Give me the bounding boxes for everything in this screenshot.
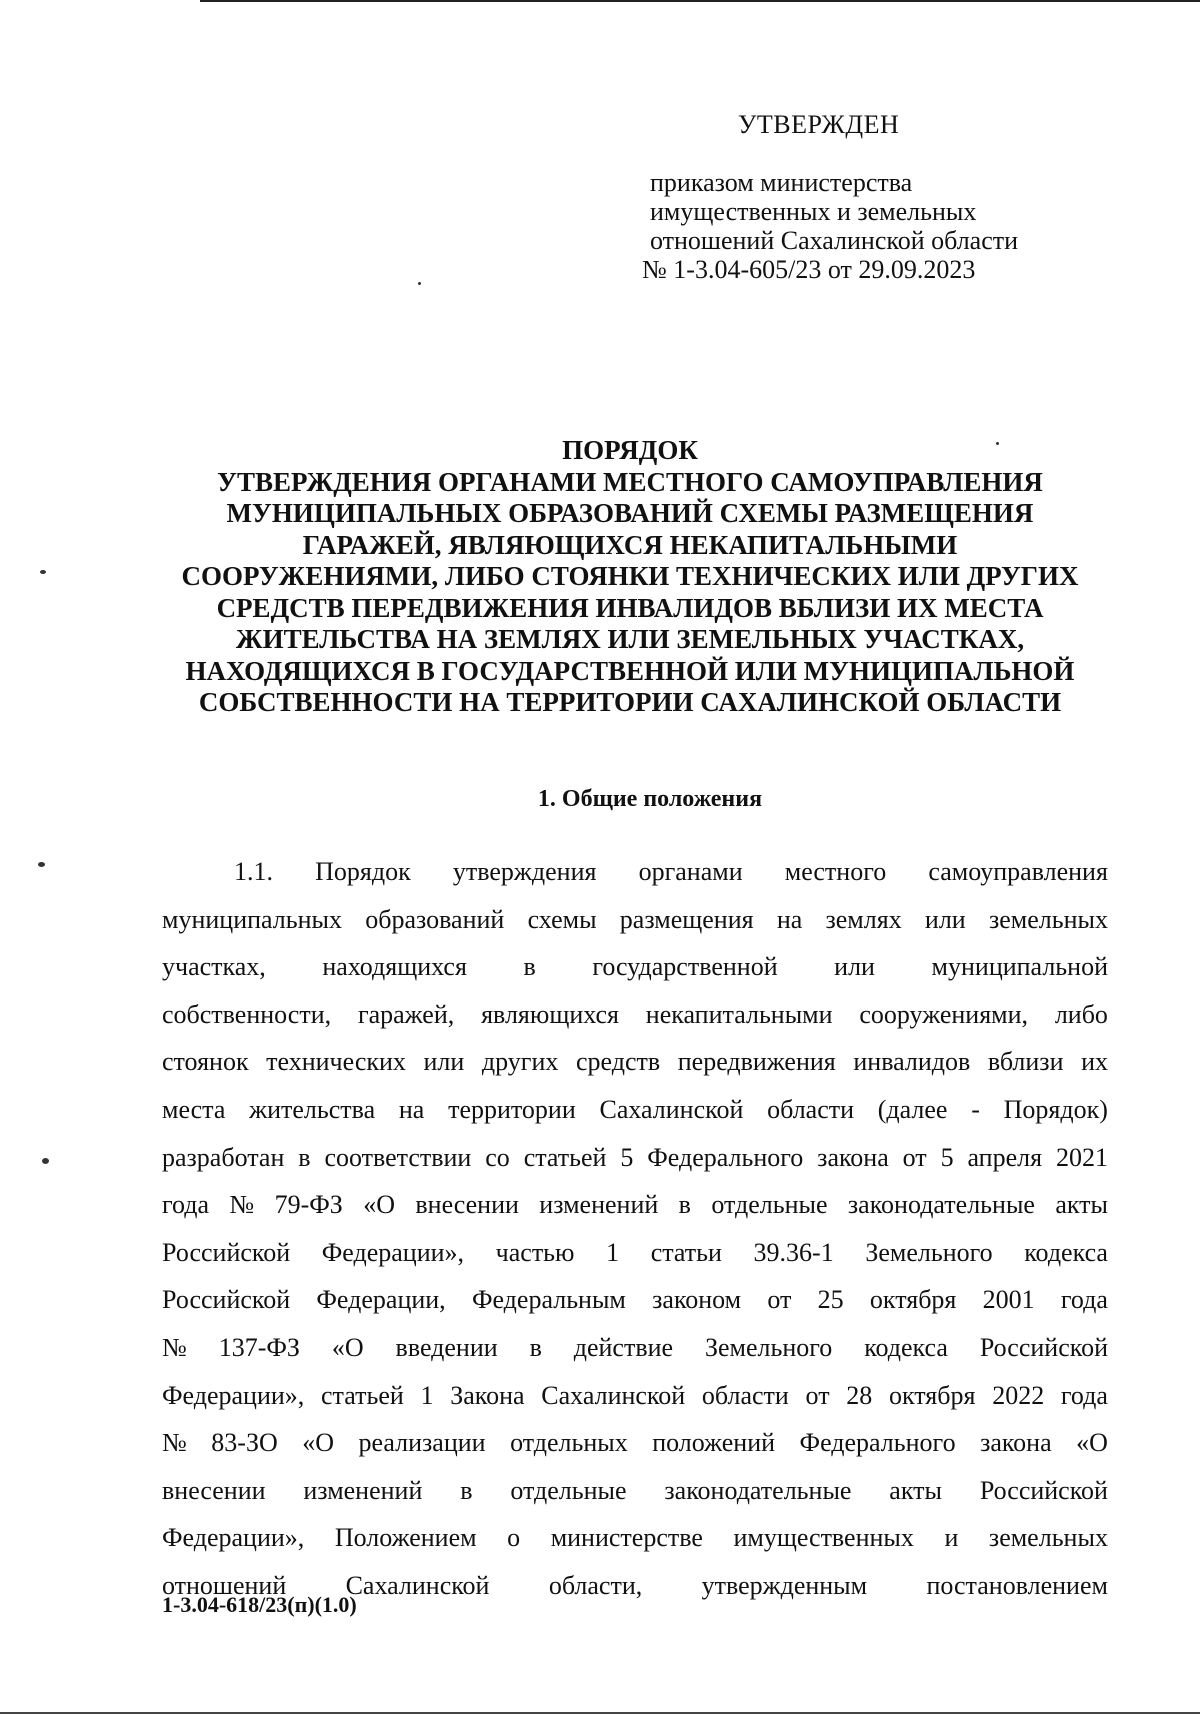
body-word: 83-ЗО	[211, 1428, 278, 1458]
body-word: имущественных	[733, 1523, 914, 1553]
body-word: соответствии	[324, 1142, 472, 1172]
body-word: октября	[889, 1380, 976, 1410]
body-word: министерстве	[550, 1523, 703, 1553]
body-text-line	[162, 991, 1108, 1039]
body-word: 2001	[982, 1285, 1035, 1315]
scan-speck	[42, 1158, 49, 1164]
body-word: внесении	[162, 1475, 266, 1505]
body-word: №	[162, 1332, 187, 1362]
body-word: органами	[638, 857, 743, 886]
body-word: инвалидов	[853, 1047, 971, 1077]
document-title	[150, 435, 1110, 719]
body-word: и	[944, 1523, 959, 1553]
body-text-line	[162, 1229, 1108, 1277]
body-word: Федерации,	[316, 1285, 446, 1315]
body-word: технических	[266, 1047, 406, 1077]
scan-speck	[418, 282, 421, 285]
body-word: Федерации»,	[162, 1523, 305, 1553]
body-word: области,	[548, 1570, 643, 1600]
body-text-line	[162, 1181, 1108, 1229]
body-word: места	[162, 1094, 226, 1124]
body-word: законодательные	[664, 1475, 852, 1505]
body-word: Земельного	[865, 1237, 993, 1267]
body-word: собственности,	[162, 999, 332, 1029]
body-word: частью	[495, 1237, 575, 1267]
body-word: (далее	[877, 1094, 948, 1124]
body-word: Федерального	[799, 1428, 956, 1458]
body-word: образований	[365, 904, 505, 934]
title-line: ПОРЯДОК	[562, 435, 698, 465]
body-word: года	[1060, 1380, 1108, 1410]
body-word: стоянок	[162, 1047, 249, 1077]
body-word: №	[229, 1190, 255, 1220]
body-text-line	[162, 943, 1108, 991]
approval-line-3: отношений Сахалинской области	[650, 226, 1019, 255]
body-text-line	[162, 1134, 1108, 1182]
body-word: некапитальными	[645, 999, 833, 1029]
body-text-line	[162, 1038, 1108, 1086]
body-word: территории	[448, 1094, 576, 1124]
body-word: Федерации»,	[162, 1380, 305, 1410]
body-word: в	[523, 952, 536, 982]
approval-line-2: имущественных и земельных	[650, 197, 977, 226]
body-text-line	[162, 1276, 1108, 1324]
body-word: Сахалинской	[345, 1570, 490, 1600]
body-word: на	[776, 904, 803, 934]
body-word: 1	[606, 1237, 620, 1267]
body-word: разработан	[162, 1142, 285, 1172]
body-word: закона	[980, 1428, 1052, 1458]
body-word: схемы	[527, 904, 597, 934]
body-word: года	[162, 1190, 210, 1220]
body-word: в	[529, 1332, 542, 1362]
body-word: 2021	[1055, 1142, 1108, 1172]
document-code: 1-3.04-618/23(п)(1.0)	[162, 1592, 357, 1617]
body-word: отношений	[162, 1570, 287, 1600]
body-word: 28	[846, 1380, 873, 1410]
body-word: законом	[652, 1285, 742, 1315]
body-word: утверждения	[452, 857, 597, 886]
body-word: местного	[784, 857, 887, 886]
body-word: 39.36-1	[753, 1237, 834, 1267]
body-word: жительства	[249, 1094, 376, 1124]
body-word: или	[924, 904, 966, 934]
title-line: ГАРАЖЕЙ, ЯВЛЯЮЩИХСЯ НЕКАПИТАЛЬНЫМИ	[302, 529, 958, 560]
approval-line-1: приказом министерства	[650, 168, 913, 197]
body-word: кодекса	[1024, 1237, 1108, 1267]
body-word: 5	[940, 1142, 954, 1172]
body-word: действие	[573, 1332, 674, 1362]
body-word: или	[834, 952, 875, 982]
body-word: вблизи	[987, 1047, 1064, 1077]
body-word: 2022	[992, 1380, 1045, 1410]
body-word: 25	[817, 1285, 844, 1315]
body-word: в	[298, 1142, 311, 1172]
body-word: муниципальных	[162, 904, 343, 934]
title-line: СРЕДСТВ ПЕРЕДВИЖЕНИЯ ИНВАЛИДОВ ВБЛИЗИ ИХ МЕСТА	[216, 592, 1044, 623]
title-line: СОБСТВЕННОСТИ НА ТЕРРИТОРИИ САХАЛИНСКОЙ ОБЛАСТИ	[198, 687, 1062, 717]
section-heading: 1. Общие положения	[537, 786, 763, 812]
body-text-line	[162, 1467, 1108, 1515]
body-word: статьей	[321, 1380, 404, 1410]
body-text-line	[162, 1419, 1108, 1467]
body-word: отдельных	[510, 1428, 628, 1458]
body-word: самоуправления	[928, 857, 1108, 886]
body-word: их	[1081, 1047, 1108, 1077]
body-word: от	[805, 1380, 830, 1410]
body-word: государственной	[592, 952, 778, 982]
body-word: Российской	[162, 1237, 291, 1267]
body-word: со	[485, 1142, 510, 1172]
body-word: Земельного	[704, 1332, 833, 1362]
body-word: передвижения	[677, 1047, 836, 1077]
scan-speck	[38, 862, 45, 867]
body-word: от	[767, 1285, 792, 1315]
body-text-line	[162, 1086, 1108, 1134]
body-word: статьи	[650, 1237, 722, 1267]
body-word: введении	[395, 1332, 498, 1362]
body-word: 79-ФЗ	[274, 1190, 343, 1220]
body-word: закона	[817, 1142, 889, 1172]
body-word: 1.1.	[234, 857, 273, 886]
body-word: Российской	[979, 1475, 1108, 1505]
body-word: года	[1060, 1285, 1108, 1315]
body-word: реализации	[358, 1428, 486, 1458]
body-word: Порядок	[315, 857, 411, 886]
body-word: Сахалинской	[599, 1094, 744, 1124]
body-word: «О	[363, 1190, 395, 1220]
paragraph-1-1	[162, 848, 1108, 1610]
body-word: апреля	[967, 1142, 1043, 1172]
body-word: Федеральным	[471, 1285, 626, 1315]
body-word: 5	[620, 1142, 634, 1172]
body-word: области	[701, 1380, 789, 1410]
body-text-line	[162, 848, 1108, 896]
body-text-line	[162, 1324, 1108, 1372]
body-word: постановлением	[926, 1570, 1108, 1600]
body-word: №	[162, 1428, 187, 1458]
body-word: «О	[1076, 1428, 1108, 1458]
body-word: Положением	[334, 1523, 477, 1553]
body-word: отдельные	[711, 1190, 828, 1220]
body-word: Российской	[979, 1332, 1108, 1362]
body-word: других	[481, 1047, 559, 1077]
title-line: СООРУЖЕНИЯМИ, ЛИБО СТОЯНКИ ТЕХНИЧЕСКИХ ИЛИ ДРУГИХ	[181, 561, 1079, 591]
title-line: УТВЕРЖДЕНИЯ ОРГАНАМИ МЕСТНОГО САМОУПРАВЛЕНИЯ	[217, 466, 1043, 497]
body-text-line	[162, 1372, 1108, 1420]
body-word: «О	[302, 1428, 335, 1458]
body-word: земельных	[988, 1523, 1108, 1553]
body-word: Сахалинской	[541, 1380, 686, 1410]
body-word: от	[902, 1142, 927, 1172]
title-line: НАХОДЯЩИХСЯ В ГОСУДАРСТВЕННОЙ ИЛИ МУНИЦИПАЛЬНОЙ	[185, 655, 1075, 686]
body-text-line	[162, 896, 1108, 944]
body-word: Закона	[450, 1380, 525, 1410]
body-word: внесении	[415, 1190, 519, 1220]
body-word: муниципальной	[931, 952, 1108, 982]
body-word: в	[460, 1475, 473, 1505]
approved-heading: УТВЕРЖДЕН	[738, 110, 900, 139]
body-word: размещения	[619, 904, 754, 934]
scan-speck	[996, 442, 999, 445]
title-line: МУНИЦИПАЛЬНЫХ ОБРАЗОВАНИЙ СХЕМЫ РАЗМЕЩЕНИЯ	[226, 498, 1034, 528]
body-word: Порядок)	[1003, 1094, 1108, 1124]
body-word: гаражей,	[357, 999, 455, 1029]
body-word: являющихся	[481, 999, 619, 1029]
body-word: сооружениями,	[859, 999, 1029, 1029]
body-word: 137-ФЗ	[218, 1332, 300, 1362]
body-word: изменений	[303, 1475, 423, 1505]
body-word: Федерального	[647, 1142, 804, 1172]
body-word: законодательные	[847, 1190, 1035, 1220]
body-word: акты	[1055, 1190, 1108, 1220]
body-word: участках,	[162, 952, 266, 982]
body-word: акты	[889, 1475, 942, 1505]
body-word: утвержденным	[701, 1570, 868, 1600]
body-word: октября	[869, 1285, 957, 1315]
body-word: статьей	[523, 1142, 607, 1172]
body-word: отдельные	[510, 1475, 627, 1505]
body-word: Федерации»,	[321, 1237, 465, 1267]
body-word: землях	[825, 904, 902, 934]
body-word: 1	[420, 1380, 434, 1410]
body-word: или	[423, 1047, 465, 1077]
scan-border-top	[200, 0, 1200, 2]
body-word: на	[398, 1094, 425, 1124]
body-word: области	[767, 1094, 855, 1124]
body-word: о	[507, 1523, 521, 1553]
body-word: в	[678, 1190, 691, 1220]
body-word: кодекса	[864, 1332, 948, 1362]
scan-speck	[40, 570, 46, 574]
body-word: положений	[652, 1428, 776, 1458]
title-line: ЖИТЕЛЬСТВА НА ЗЕМЛЯХ ИЛИ ЗЕМЕЛЬНЫХ УЧАСТКАХ,	[235, 624, 1025, 654]
approval-order-number: № 1-3.04-605/23 от 29.09.2023	[642, 255, 976, 284]
body-word: находящихся	[322, 952, 467, 982]
body-word: Российской	[162, 1285, 291, 1315]
body-word: либо	[1054, 999, 1108, 1029]
body-word: средств	[575, 1047, 661, 1077]
body-word: «О	[331, 1332, 364, 1362]
body-word: -	[971, 1094, 980, 1124]
body-text-line	[162, 1514, 1108, 1562]
body-word: земельных	[988, 904, 1108, 934]
body-word: изменений	[539, 1190, 659, 1220]
scan-border-bottom	[0, 1712, 1200, 1714]
